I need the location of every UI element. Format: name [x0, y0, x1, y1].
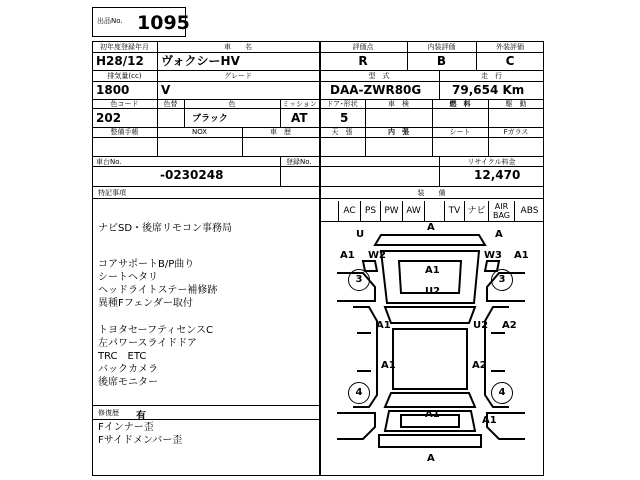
equip-aw: AW: [403, 201, 425, 221]
history-label: 車 歴: [270, 128, 291, 136]
displacement-label: 排気量(cc): [107, 72, 142, 80]
mission-value: AT: [291, 111, 308, 125]
lot-number-box: [92, 7, 190, 37]
mark-left-a1: A1: [340, 250, 355, 261]
glass-label: Fガラス: [503, 128, 529, 136]
note-line: TRC ETC: [98, 351, 147, 362]
lot-number-label: 出品No.: [97, 17, 123, 25]
recycle-value: 12,470: [474, 168, 521, 182]
reg-no-label: 登録No.: [286, 158, 312, 166]
mark-side-right-a2: A2: [502, 320, 517, 331]
equip-airbag: AIR BAG: [489, 201, 515, 221]
note-line: 異種Fフェンダー取付: [98, 298, 193, 309]
wheel-front-left: 3: [348, 269, 370, 291]
mark-right-w3: W3: [484, 250, 502, 261]
inspection-label: 車 検: [388, 100, 409, 108]
mileage-label: 走 行: [481, 72, 502, 80]
mission-label: ミッション: [282, 100, 317, 108]
repair-line: Fサイドメンバー歪: [98, 435, 183, 446]
car-name-value: ヴォクシーHV: [161, 54, 240, 68]
notes-group-1: [98, 222, 232, 235]
doors-label: ドア･形状: [326, 100, 358, 108]
mark-side-right-u2: U2: [473, 320, 489, 331]
mark-trunk-a1: A1: [425, 409, 440, 420]
wheel-front-right: 3: [491, 269, 513, 291]
grade-value: V: [161, 83, 171, 97]
wheel-rear-right: 4: [491, 382, 513, 404]
color-label: 色: [228, 100, 236, 108]
doors-value: 5: [340, 111, 349, 125]
mark-left-w2: W2: [368, 250, 386, 261]
repair-line: Fインナー歪: [98, 422, 154, 433]
note-line: コアサポートB/P曲り: [98, 259, 195, 270]
grade-label: グレード: [224, 72, 252, 80]
repair-value: 有: [136, 411, 146, 422]
mark-top-a: A: [427, 222, 435, 233]
mark-top-right-a: A: [495, 229, 503, 240]
recycle-label: リサイクル料金: [467, 158, 516, 166]
note-line: 後席モニター: [98, 377, 158, 388]
equip-pw: PW: [381, 201, 403, 221]
equipment-label: 装 備: [417, 189, 446, 197]
notes-group-3: [98, 324, 213, 389]
model-value: DAA-ZWR80G: [330, 83, 422, 97]
score-value: R: [358, 54, 368, 68]
lot-number: 1095: [137, 12, 190, 34]
car-name-label: 車 名: [224, 43, 252, 51]
equip-ps: PS: [361, 201, 381, 221]
repair-details: [98, 421, 182, 447]
mark-right-a1: A1: [514, 250, 529, 261]
notes-label: 特記事項: [98, 189, 126, 197]
equip-cell-blank-2: [425, 201, 445, 221]
equip-tv: TV: [445, 201, 465, 221]
first-reg-value: H28/12: [96, 54, 144, 68]
manual-label: 整備手帳: [110, 128, 139, 136]
equip-ac: AC: [339, 201, 361, 221]
interior-value: B: [436, 54, 447, 68]
seat-label: シート: [449, 128, 471, 136]
color-code-label: 色コード: [110, 100, 139, 108]
notes-group-2: [98, 258, 217, 310]
first-reg-label: 初年度登録年月: [100, 43, 149, 51]
mileage-value: 79,654 Km: [452, 83, 525, 97]
exterior-label: 外装評価: [496, 43, 524, 51]
color-value: ブラック: [192, 114, 228, 124]
note-line: トヨタセーフティセンスC: [98, 325, 213, 336]
equip-navi: ナビ: [465, 201, 489, 221]
fuel-label: 燃 料: [449, 100, 471, 108]
mark-bottom-a: A: [427, 453, 435, 464]
drive-label: 駆 動: [505, 100, 527, 108]
interior-trim-label: 内 張: [388, 128, 409, 136]
equip-cell-blank: [319, 201, 339, 221]
exterior-value: C: [505, 54, 515, 68]
equip-abs: ABS: [520, 206, 539, 216]
mark-bottom-a1: A1: [482, 415, 497, 426]
mark-rear-left-a1: A1: [381, 360, 396, 371]
chassis-value: -0230248: [160, 168, 224, 182]
mark-side-left-a1: A1: [376, 320, 391, 331]
note-line: バックカメラ: [98, 364, 158, 375]
sunroof-label: 天 張: [331, 128, 353, 136]
note-line: ヘッドライトステー補修跡: [98, 285, 218, 296]
nox-label: NOX: [191, 128, 208, 136]
mark-rear-right-a2: A2: [472, 360, 487, 371]
note-line: ナビSD・後席リモコン事務局: [98, 223, 233, 234]
color-code-value: 202: [96, 111, 122, 125]
note-line: 左パワースライドドア: [98, 338, 197, 349]
model-label: 型 式: [368, 72, 390, 80]
interior-label: 内装評価: [427, 43, 456, 51]
note-line: シートヘタリ: [98, 272, 158, 283]
mark-top-u: U: [356, 229, 365, 240]
mark-hood-u2: U2: [425, 286, 441, 297]
repair-label: 修復歴: [98, 409, 119, 417]
chassis-label: 車台No.: [96, 158, 122, 166]
displacement-value: 1800: [96, 83, 130, 97]
mark-hood-a1: A1: [425, 265, 440, 276]
color-change-label: 色替: [163, 100, 178, 108]
score-label: 評価点: [352, 43, 374, 51]
wheel-rear-left: 4: [348, 382, 370, 404]
